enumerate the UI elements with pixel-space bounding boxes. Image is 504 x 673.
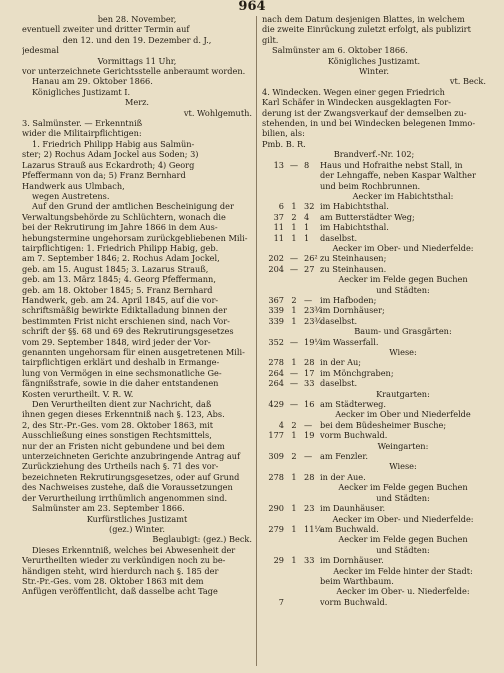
text-line: den 12. und den 19. Dezember d. J., — [62, 34, 212, 45]
measure-ruthen — [284, 586, 304, 596]
parcel-number — [262, 545, 284, 555]
property-row — [262, 545, 486, 555]
property-row — [262, 253, 486, 263]
measure-schuh: 27 — [304, 263, 315, 274]
text-line: Ausschließung eines sonstigen Rechtsmittels, — [22, 430, 212, 441]
text-line: vor unterzeichnete Gerichtsstelle anberaumt worden. — [22, 66, 246, 77]
property-row — [262, 389, 486, 399]
parcel-number: 177 — [268, 430, 284, 441]
measure-ruthen: 1 — [291, 471, 297, 482]
property-description: Wiese: — [389, 461, 417, 472]
measure-ruthen — [284, 326, 304, 336]
text-line: Beglaubigt: (gez.) Beck. — [152, 534, 252, 545]
measure-ruthen: 1 — [291, 232, 297, 243]
text-line: tairpflichtigen: 1. Friedrich Philipp Habig, geb. — [22, 242, 219, 253]
parcel-number: 279 — [268, 523, 284, 534]
property-row — [262, 409, 486, 419]
parcel-number — [262, 170, 284, 180]
property-description: Haus und Hofraithe nebst Stall, in — [320, 159, 463, 170]
measure-ruthen: 1 — [291, 305, 297, 316]
parcel-number — [262, 493, 284, 503]
parcel-number — [262, 326, 284, 336]
parcel-number: 6 — [278, 201, 284, 212]
text-line: wegen Austretens. — [32, 190, 110, 201]
parcel-number: 309 — [268, 451, 284, 462]
right-column — [262, 14, 486, 607]
text-line: nur der an Fristen nicht gebundene und bei dem — [22, 440, 225, 451]
text-line: wider die Militairpflichtigen: — [22, 128, 142, 139]
text-line: vom 29. September 1848, wird jeder der Vor- — [22, 336, 211, 347]
measure-ruthen — [284, 285, 304, 295]
text-line: stehenden, in und bei Windecken belegenen Immo- — [262, 118, 476, 129]
parcel-number — [262, 586, 284, 596]
property-row — [262, 316, 486, 326]
text-line: ster; 2) Rochus Adam Jockel aus Soden; 3) — [22, 149, 199, 160]
parcel-number: 429 — [268, 399, 284, 410]
text-line: Verwaltungsbehörde zu Schlüchtern, wonach die — [22, 211, 226, 222]
property-description: am Buchwald. — [320, 523, 379, 534]
property-row — [262, 441, 486, 451]
measure-schuh — [304, 170, 320, 180]
measure-schuh: 17 — [304, 367, 315, 378]
measure-schuh — [304, 493, 320, 503]
text-line: Hanau am 29. Oktober 1866. — [32, 76, 153, 87]
text-line: händigen steht, wird hierdurch nach §. 185 der — [22, 565, 219, 576]
property-row — [262, 191, 486, 201]
measure-ruthen: — — [289, 263, 299, 274]
parcel-number: 339 — [268, 315, 284, 326]
property-description: am Butterstädter Weg; — [320, 211, 415, 222]
text-line: bei der Rekrutirung im Jahre 1866 in dem Aus- — [22, 222, 218, 233]
text-line: Zurückziehung des Urtheils nach §. 71 des vor- — [22, 461, 219, 472]
measure-schuh — [304, 191, 320, 201]
property-row — [262, 420, 486, 430]
measure-schuh — [304, 566, 320, 576]
property-description: am Fenzler. — [320, 451, 368, 462]
text-line: Lazarus Strauß aus Eckardroth; 4) Georg — [22, 159, 195, 170]
measure-schuh: 23 — [304, 503, 315, 514]
property-row — [262, 493, 486, 503]
parcel-number — [262, 191, 284, 201]
text-line: unterzeichneten Gerichte anzubringende Antrag auf — [22, 451, 241, 462]
parcel-number — [262, 181, 284, 191]
property-description: im Daunhäuser. — [320, 503, 386, 514]
parcel-number — [262, 514, 284, 524]
measure-schuh: 19 — [304, 430, 315, 441]
property-row — [262, 368, 486, 378]
text-line: die zweite Einrückung zuletzt erfolgt, als publizirt — [262, 24, 471, 35]
measure-schuh — [304, 586, 320, 596]
measure-ruthen: — — [289, 378, 299, 389]
text-line: Den Verurtheilten dient zur Nachricht, daß — [32, 399, 212, 410]
text-line: Salmünster am 23. September 1866. — [32, 503, 185, 514]
measure-ruthen — [284, 566, 304, 576]
text-line: des Nachweises zustehe, daß die Voraussetzungen — [22, 482, 233, 493]
measure-ruthen — [284, 493, 304, 503]
property-row — [262, 274, 486, 284]
text-line: lung von Vermögen in eine sechsmonatliche Ge- — [22, 367, 222, 378]
measure-schuh — [304, 409, 320, 419]
measure-ruthen — [284, 576, 304, 586]
property-row — [262, 451, 486, 461]
property-description: und Städten: — [376, 284, 430, 295]
parcel-number: 11 — [273, 222, 284, 233]
property-row — [262, 337, 486, 347]
property-row — [262, 503, 486, 513]
property-description: Aecker im Felde gegen Buchen — [338, 274, 468, 285]
property-description: Aecker im Ober und Niederfelde — [335, 409, 471, 420]
measure-schuh — [304, 274, 320, 284]
property-description: am Städterweg. — [320, 399, 387, 410]
parcel-number: 264 — [268, 378, 284, 389]
property-description: im Habichtsthal. — [320, 201, 389, 212]
text-line: der Verurtheilung irrthümlich angenommen sind. — [22, 492, 228, 503]
property-description: Aecker im Felde gegen Buchen — [338, 534, 468, 545]
text-line: Kurfürstliches Justizamt — [86, 513, 188, 524]
text-line: Str.-Pr.-Ges. vom 28. Oktober 1863 mit dem — [22, 575, 204, 586]
text-line: Merz. — [124, 97, 150, 108]
measure-ruthen: 2 — [291, 419, 297, 430]
measure-schuh — [304, 243, 320, 253]
measure-schuh: 11¼ — [304, 523, 323, 534]
property-description: daselbst. — [320, 378, 358, 389]
measure-schuh — [304, 514, 320, 524]
property-row — [262, 181, 486, 191]
property-row — [262, 295, 486, 305]
text-line: bezeichneten Rekrutirungsgesetzes, oder auf Grund — [22, 471, 240, 482]
property-description: und beim Rochbrunnen. — [320, 180, 421, 191]
parcel-number — [262, 441, 284, 451]
text-line: Salmünster am 6. Oktober 1866. — [272, 45, 408, 56]
property-description: vorm Buchwald. — [320, 430, 388, 441]
text-line: Karl Schäfer in Windecken ausgeklagten For- — [262, 97, 451, 108]
text-line: Handwerk aus Ulmbach, — [22, 180, 125, 191]
property-description: in der Aue. — [320, 471, 366, 482]
text-line: Königliches Justizamt. — [327, 55, 421, 66]
property-description: daselbst. — [320, 315, 358, 326]
parcel-number — [262, 243, 284, 253]
text-line: ihnen gegen dieses Erkenntniß nach §. 123, Abs. — [22, 409, 225, 420]
text-line: bilien, als: — [262, 128, 305, 139]
property-row — [262, 285, 486, 295]
measure-ruthen: — — [289, 159, 299, 170]
measure-ruthen: 1 — [291, 430, 297, 441]
text-line: geb. am 15. August 1845; 3. Lazarus Strauß, — [22, 263, 209, 274]
measure-schuh: 1 — [304, 232, 310, 243]
property-row — [262, 264, 486, 274]
property-description: zu Steinhausen. — [320, 263, 387, 274]
property-row — [262, 347, 486, 357]
property-description: zu Steinhausen; — [320, 253, 387, 264]
text-line: ben 28. November, — [97, 14, 177, 24]
property-row — [262, 399, 486, 409]
property-description: Krautgarten: — [376, 388, 430, 399]
parcel-number — [262, 409, 284, 419]
text-line: vt. Wohlgemuth. — [183, 107, 252, 118]
text-line: geb. am 18. Oktober 1845; 5. Franz Bernhard — [22, 284, 213, 295]
property-row — [262, 534, 486, 544]
text-line: Verurtheilten wieder zu verkündigen noch zu be- — [22, 555, 226, 566]
property-row — [262, 430, 486, 440]
property-description: Aecker im Habichtsthal: — [352, 190, 454, 201]
property-description: der Lehngaffe, neben Kaspar Walther — [320, 170, 476, 181]
parcel-number — [262, 274, 284, 284]
parcel-number: 278 — [268, 357, 284, 368]
measure-ruthen: 1 — [291, 357, 297, 368]
parcel-number — [262, 347, 284, 357]
property-row — [262, 461, 486, 471]
measure-ruthen — [284, 181, 304, 191]
text-line: jedesmal — [22, 45, 59, 56]
measure-schuh — [304, 181, 320, 191]
parcel-number — [262, 534, 284, 544]
text-line: schriftsmäßig bewirkte Ediktalladung binnen der — [22, 305, 227, 316]
text-line: fängnißstrafe, sowie in die daher entstandenen — [22, 378, 219, 389]
property-description: Weingarten: — [377, 440, 429, 451]
measure-ruthen: 1 — [291, 315, 297, 326]
measure-ruthen: — — [289, 399, 299, 410]
property-row — [262, 222, 486, 232]
property-row — [262, 597, 486, 607]
measure-ruthen: — — [289, 253, 299, 264]
property-row — [262, 524, 486, 534]
text-line: bestimmten Frist nicht erschienen sind, nach Vor- — [22, 315, 230, 326]
property-description: vorm Buchwald. — [320, 596, 388, 607]
parcel-number — [262, 461, 284, 471]
text-line: Pmb. B. R. — [262, 138, 306, 149]
measure-schuh — [304, 285, 320, 295]
text-line: geb. am 13. März 1845; 4. Georg Pfeffermann, — [22, 274, 216, 285]
text-line: derung ist der Zwangsverkauf der demselben zu- — [262, 107, 467, 118]
text-line: Kosten verurtheilt. V. R. W. — [22, 388, 134, 399]
property-description: in der Au; — [320, 357, 362, 368]
property-row — [262, 357, 486, 367]
property-description: beim Warthbaum. — [320, 575, 394, 586]
property-description: im Mönchgraben; — [320, 367, 394, 378]
measure-ruthen — [284, 461, 304, 471]
measure-ruthen — [284, 170, 304, 180]
measure-schuh — [304, 441, 320, 451]
measure-ruthen — [284, 243, 304, 253]
property-description: Aecker im Felde hinter der Stadt: — [333, 565, 473, 576]
column-divider — [256, 16, 257, 666]
property-description: Aecker im Ober- u. Niederfelde: — [336, 586, 470, 597]
parcel-number: 352 — [268, 336, 284, 347]
measure-schuh: 23¾ — [304, 315, 323, 326]
text-line: (gez.) Winter. — [109, 523, 165, 534]
measure-schuh — [304, 347, 320, 357]
property-description: Wiese: — [389, 347, 417, 357]
measure-schuh — [304, 389, 320, 399]
measure-schuh — [304, 461, 320, 471]
measure-schuh: 8 — [304, 159, 310, 170]
measure-ruthen — [284, 409, 304, 419]
property-row — [262, 378, 486, 388]
parcel-number: 37 — [273, 211, 284, 222]
parcel-number: 4 — [278, 419, 284, 430]
text-line: Pfeffermann von da; 5) Franz Bernhard — [22, 170, 186, 181]
text-line: tairpflichtigen erklärt und deshalb in Ermange- — [22, 357, 220, 368]
measure-schuh: — — [304, 419, 313, 430]
property-description: daselbst. — [320, 232, 358, 243]
text-line: 1. Friedrich Philipp Habig aus Salmün- — [32, 138, 195, 149]
measure-ruthen: 2 — [291, 451, 297, 462]
measure-ruthen: 2 — [291, 294, 297, 305]
measure-ruthen — [284, 274, 304, 284]
measure-ruthen: 2 — [291, 211, 297, 222]
measure-schuh: 33 — [304, 378, 315, 389]
property-row — [262, 326, 486, 336]
text-line: genannten ungehorsam für einen ausgetretenen Mili- — [22, 347, 245, 357]
measure-ruthen: 1 — [291, 201, 297, 212]
property-row — [262, 160, 486, 170]
property-row — [262, 472, 486, 482]
parcel-number: 11 — [273, 232, 284, 243]
text-line: 2, des Str.-Pr.-Ges. vom 28. Oktober 1863, mit — [22, 419, 214, 430]
measure-schuh: — — [304, 451, 313, 462]
text-line: Auf den Grund der amtlichen Bescheinigung der — [32, 201, 234, 212]
text-line: Brandverf.-Nr. 102; — [333, 149, 415, 160]
measure-ruthen — [284, 389, 304, 399]
measure-ruthen: 1 — [291, 222, 297, 233]
measure-schuh: 33 — [304, 555, 315, 566]
text-line: Vormittags 11 Uhr, — [97, 55, 177, 66]
property-description: und Städten: — [376, 544, 430, 555]
property-row — [262, 586, 486, 596]
measure-schuh: — — [304, 294, 313, 305]
text-line: vt. Beck. — [449, 76, 486, 87]
property-row — [262, 233, 486, 243]
measure-schuh: 19¼ — [304, 336, 323, 347]
property-description: im Dornhäuser. — [320, 555, 384, 566]
property-description: Baum- und Grasgärten: — [354, 326, 452, 337]
parcel-number: 278 — [268, 471, 284, 482]
measure-schuh: 28 — [304, 357, 315, 368]
property-description: bei dem Büdesheimer Busche; — [320, 419, 447, 430]
page-number: 964 — [238, 0, 266, 14]
measure-schuh: 4 — [304, 211, 310, 222]
property-row — [262, 201, 486, 211]
measure-schuh — [304, 326, 320, 336]
text-line: hebungstermine ungehorsam zurückgebliebenen Mili- — [22, 232, 248, 243]
text-line: Königliches Justizamt I. — [32, 86, 131, 97]
text-line: nach dem Datum desjenigen Blattes, in welchem — [262, 14, 465, 24]
measure-ruthen — [284, 545, 304, 555]
text-line: schrift der §§. 68 und 69 des Rekrutirungsgesetzes — [22, 326, 234, 337]
property-description: im Dornhäuser; — [320, 305, 385, 316]
parcel-number: 204 — [268, 263, 284, 274]
measure-ruthen — [284, 191, 304, 201]
parcel-number: 367 — [268, 294, 284, 305]
text-line: am 7. September 1846; 2. Rochus Adam Jockel, — [22, 253, 220, 264]
property-description: Aecker im Ober- und Niederfelde: — [332, 242, 474, 253]
parcel-number: 202 — [268, 253, 284, 264]
property-row — [262, 305, 486, 315]
text-line: 4. Windecken. Wegen einer gegen Friedrich — [262, 86, 445, 97]
parcel-number: 29 — [273, 555, 284, 566]
property-row — [262, 514, 486, 524]
parcel-number — [262, 389, 284, 399]
text-line: Dieses Erkenntniß, welches bei Abwesenheit der — [32, 544, 236, 555]
parcel-number: 13 — [273, 159, 284, 170]
text-line: Handwerk, geb. am 24. April 1845, auf die vor- — [22, 294, 219, 305]
measure-ruthen — [284, 441, 304, 451]
measure-ruthen — [284, 534, 304, 544]
measure-ruthen: 1 — [291, 555, 297, 566]
text-line: gilt. — [262, 34, 279, 45]
measure-schuh — [304, 534, 320, 544]
property-row — [262, 482, 486, 492]
text-line: Winter. — [359, 66, 389, 77]
property-row — [262, 212, 486, 222]
property-description: im Wasserfall. — [320, 336, 379, 347]
measure-schuh: 32 — [304, 201, 315, 212]
measure-ruthen: 1 — [291, 523, 297, 534]
measure-ruthen: — — [289, 367, 299, 378]
property-description: Aecker im Felde gegen Buchen — [338, 482, 468, 493]
measure-schuh — [304, 482, 320, 492]
parcel-number: 290 — [268, 503, 284, 514]
property-row — [262, 576, 486, 586]
measure-ruthen: — — [289, 336, 299, 347]
left-column — [22, 14, 252, 597]
parcel-number: 7 — [278, 596, 284, 607]
property-row — [262, 566, 486, 576]
text-line: Anfügen veröffentlicht, daß dasselbe acht Tage — [22, 586, 218, 597]
property-description: und Städten: — [376, 492, 430, 503]
parcel-number — [262, 482, 284, 492]
property-row — [262, 170, 486, 180]
measure-schuh: 28 — [304, 471, 315, 482]
parcel-number — [262, 576, 284, 586]
property-row — [262, 555, 486, 565]
property-description: im Hafboden; — [320, 294, 377, 305]
measure-ruthen — [284, 347, 304, 357]
property-description: im Habichtsthal. — [320, 222, 389, 233]
parcel-number — [262, 285, 284, 295]
measure-schuh — [304, 597, 320, 607]
measure-ruthen — [284, 514, 304, 524]
measure-schuh: 26² — [304, 253, 318, 264]
measure-ruthen — [284, 482, 304, 492]
measure-schuh: 1 — [304, 222, 310, 233]
measure-schuh: 16 — [304, 399, 315, 410]
measure-ruthen — [284, 597, 304, 607]
parcel-number: 264 — [268, 367, 284, 378]
parcel-number: 339 — [268, 305, 284, 316]
text-line: 3. Salmünster. — Erkenntniß — [22, 118, 143, 129]
measure-schuh: 23¾ — [304, 305, 323, 316]
parcel-number — [262, 566, 284, 576]
measure-schuh — [304, 576, 320, 586]
property-description: Aecker im Ober- und Niederfelde: — [332, 513, 474, 524]
measure-schuh — [304, 545, 320, 555]
property-row — [262, 243, 486, 253]
measure-ruthen: 1 — [291, 503, 297, 514]
text-line: eventuell zweiter und dritter Termin auf — [22, 24, 190, 35]
